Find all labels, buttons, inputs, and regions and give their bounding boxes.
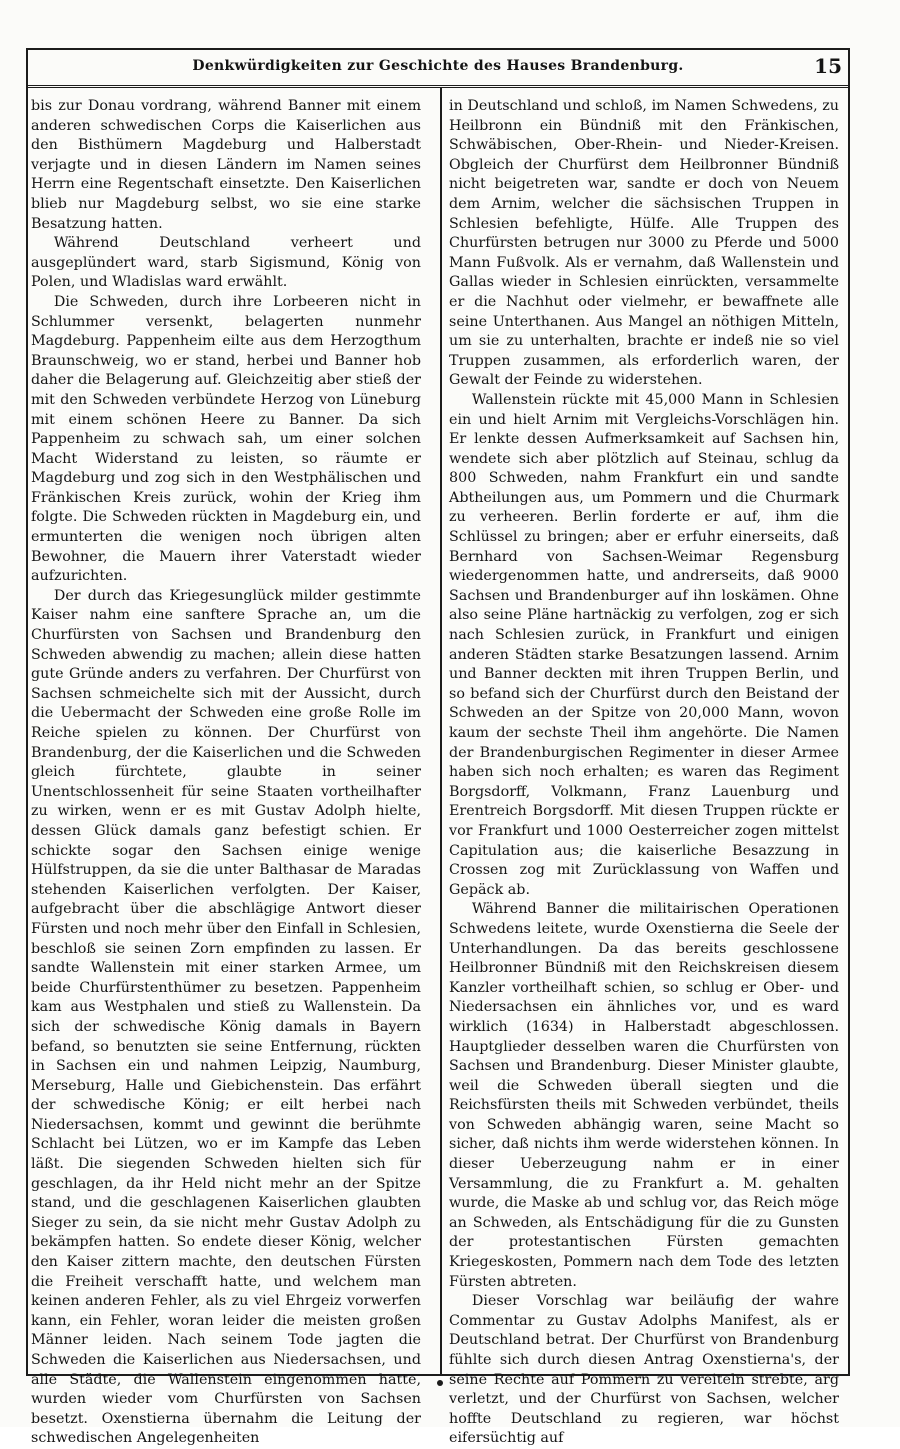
column-divider (440, 88, 442, 1374)
page-header (28, 50, 848, 88)
paragraph: Die Schweden, durch ihre Lorbeeren nicht in Schlummer versenkt, belagerten nunmehr Magdeburg. Pappenheim eilte aus dem Herzogthum Braunschweig, wo er stand, herbei und Banner hob daher die Belagerung auf. Gleichzeitig aber stieß der mit den Schweden verbündete Herzog von Lüneburg mit einem schönen Heere zu Banner. Da sich Pappenheim zu schwach sah, um einer solchen Macht Widerstand zu leisten, so räumte er Magdeburg und zog sich in den Westphälischen und Fränkischen Kreis zurück, wohin der Krieg ihm folgte. Die Schweden rückten in Magdeburg ein, und ermunterten die wenigen noch übrigen alten Bewohner, die Mauern ihrer Vaterstadt wieder aufzurichten. (31, 293, 421, 585)
paragraph: Während Deutschland verheert und ausgeplündert ward, starb Sigismund, König von Polen, und Wladislas ward erwählt. (31, 235, 421, 291)
paragraph: Dieser Vorschlag war beiläufig der wahre Commentar zu Gustav Adolphs Manifest, als er Deutschland betrat. Der Churfürst von Brandenburg fühlte sich durch diesen Antrag Oxenstierna's, der seine Rechte auf Pommern zu vereiteln strebte, arg verletzt, und der Churfürst von Sachsen, welcher hoffte Deutschland zu regieren, war höchst eifersüchtig auf (449, 1293, 839, 1447)
print-mark (437, 1380, 443, 1386)
paragraph: Der durch das Kriegesunglück milder gestimmte Kaiser nahm eine sanftere Sprache an, um die Churfürsten von Sachsen und Brandenburg den Schweden abwendig zu machen; allein diese hatten gute Gründe anders zu verfahren. Der Churfürst von Sachsen schmeichelte sich mit der Aussicht, durch die Uebermacht der Schweden eine große Rolle im Reiche spielen zu können. Der Churfürst von Brandenburg, der die Kaiserlichen und die Schweden gleich fürchtete, glaubte in seiner Unentschlossenheit für seine Staaten vortheilhafter zu wirken, wenn er es mit Gustav Adolph hielte, dessen Glück damals ganz befestigt schien. Er schickte sogar den Sachsen einige wenige Hülfstruppen, da sie die unter Balthasar de Maradas stehenden Kaiserlichen verfolgten. Der Kaiser, aufgebracht über die abschlägige Antwort dieser Fürsten und noch mehr über den Einfall in Schlesien, beschloß sie seinen Zorn empfinden zu lassen. Er sandte Wallenstein mit einer starken Armee, um beide Churfürstenthümer zu besetzen. Pappenheim kam aus Westphalen und stieß zu Wallenstein. Da sich der schwedische König damals in Bayern befand, so benutzten sie seine Entfernung, rückten in Sachsen ein und nahmen Leipzig, Naumburg, Merseburg, Halle und Giebichenstein. Das erfährt der schwedische König; er eilt herbei nach Niedersachsen, kommt und gewinnt die berühmte Schlacht bei Lützen, wo er im Kampfe das Leben läßt. Die siegenden Schweden hielten sich für geschlagen, da ihr Held nicht mehr an der Spitze stand, und die geschlagenen Kaiserlichen glaubten Sieger zu sein, da sie nicht mehr Gustav Adolph zu bekämpfen hatten. So endete dieser König, welcher den Kaiser zittern machte, den deutschen Fürsten die Freiheit verschafft hatte, und welchem man keinen anderen Fehler, als zu viel Ehrgeiz vorwerfen kann, ein Fehler, woran leider die meisten großen Männer leiden. Nach seinem Tode jagten die Schweden die Kaiserlichen aus Niedersachsen, und alle Städte, die Wallenstein eingenommen hatte, wurden wieder vom Churfürsten von Sachsen besetzt. Oxenstierna übernahm die Leitung der schwedischen Angelegenheiten (31, 587, 421, 1447)
right-column (449, 97, 839, 1447)
left-column (31, 97, 421, 1447)
page-number: 15 (814, 54, 842, 78)
running-title: Denkwürdigkeiten zur Geschichte des Hauses Brandenburg. (192, 58, 684, 74)
paragraph: Wallenstein rückte mit 45,000 Mann in Schlesien ein und hielt Arnim mit Vergleichs-Vorschlägen hin. Er lenkte dessen Aufmerksamkeit auf Sachsen hin, wendete sich aber plötzlich auf Steinau, schlug da 800 Schweden, nahm Frankfurt ein und sandte Abtheilungen aus, um Pommern und die Churmark zu verheeren. Berlin forderte er auf, ihm die Schlüssel zu bringen; aber er erfuhr einerseits, daß Bernhard von Sachsen-Weimar Regensburg wiedergenommen hatte, und andrerseits, daß 9000 Sachsen und Brandenburger auf ihn loskämen. Ohne also seine Pläne hartnäckig zu verfolgen, zog er sich nach Schlesien zurück, in Frankfurt und einigen anderen Städten starke Besatzungen lassend. Arnim und Banner deckten mit ihren Truppen Berlin, und so befand sich der Churfürst durch den Beistand der Schweden an der Spitze von 20,000 Mann, wovon kaum der sechste Theil ihm angehörte. Die Namen der Brandenburgischen Regimenter in dieser Armee haben sich noch erhalten; es waren das Regiment Borgsdorff, Volkmann, Franz Lauenburg und Erentreich Borgsdorff. Mit diesen Truppen rückte er vor Frankfurt und 1000 Oesterreicher zogen mittelst Capitulation aus; die kaiserliche Besazzung in Crossen zog mit Zurücklassung von Waffen und Gepäck ab. (449, 391, 839, 898)
paragraph: bis zur Donau vordrang, während Banner mit einem anderen schwedischen Corps die Kaiserlichen aus den Bisthümern Magdeburg und Halberstadt verjagte und in diesen Ländern im Namen seines Herrn eine Regentschaft einsetzte. Den Kaiserlichen blieb nur Magdeburg selbst, wo sie eine starke Besatzung hatten. (31, 98, 421, 232)
paragraph: Während Banner die militairischen Operationen Schwedens leitete, wurde Oxenstierna die Seele der Unterhandlungen. Da das bereits geschlossene Heilbronner Bündniß mit den Reichskreisen diesem Kanzler vortheilhaft schien, so schlug er Ober- und Niedersachsen ein ähnliches vor, und es ward wirklich (1634) in Halberstadt abgeschlossen. Hauptglieder desselben waren die Churfürsten von Sachsen und Brandenburg. Dieser Minister glaubte, weil die Schweden überall siegten und die Reichsfürsten theils mit Schweden verbündet, theils von Schweden abhängig waren, seine Macht so sicher, daß nichts ihm werde widerstehen können. In dieser Ueberzeugung nahm er in einer Versammlung, die zu Frankfurt a. M. gehalten wurde, die Maske ab und schlug vor, das Reich möge an Schweden, als Entschädigung für die zu Gunsten der protestantischen Fürsten gemachten Kriegeskosten, Pommern nach dem Tode des letzten Fürsten abtreten. (449, 901, 839, 1290)
paragraph: in Deutschland und schloß, im Namen Schwedens, zu Heilbronn ein Bündniß mit den Fränkischen, Schwäbischen, Ober-Rhein- und Nieder-Kreisen. Obgleich der Churfürst dem Heilbronner Bündniß nicht beigetreten war, sandte er doch von Neuem dem Arnim, welcher die sächsischen Truppen in Schlesien befehligte, Hülfe. Alle Truppen des Churfürsten betrugen nur 3000 zu Pferde und 5000 Mann Fußvolk. Als er vernahm, daß Wallenstein und Gallas wieder in Schlesien einrückten, versammelte er die Nachhut oder vielmehr, er bewaffnete alle seine Unterthanen. Aus Mangel an nöthigen Mitteln, um sie zu unterhalten, brachte er indeß nie so viel Truppen zusammen, als erforderlich waren, der Gewalt der Feinde zu widerstehen. (449, 98, 839, 389)
